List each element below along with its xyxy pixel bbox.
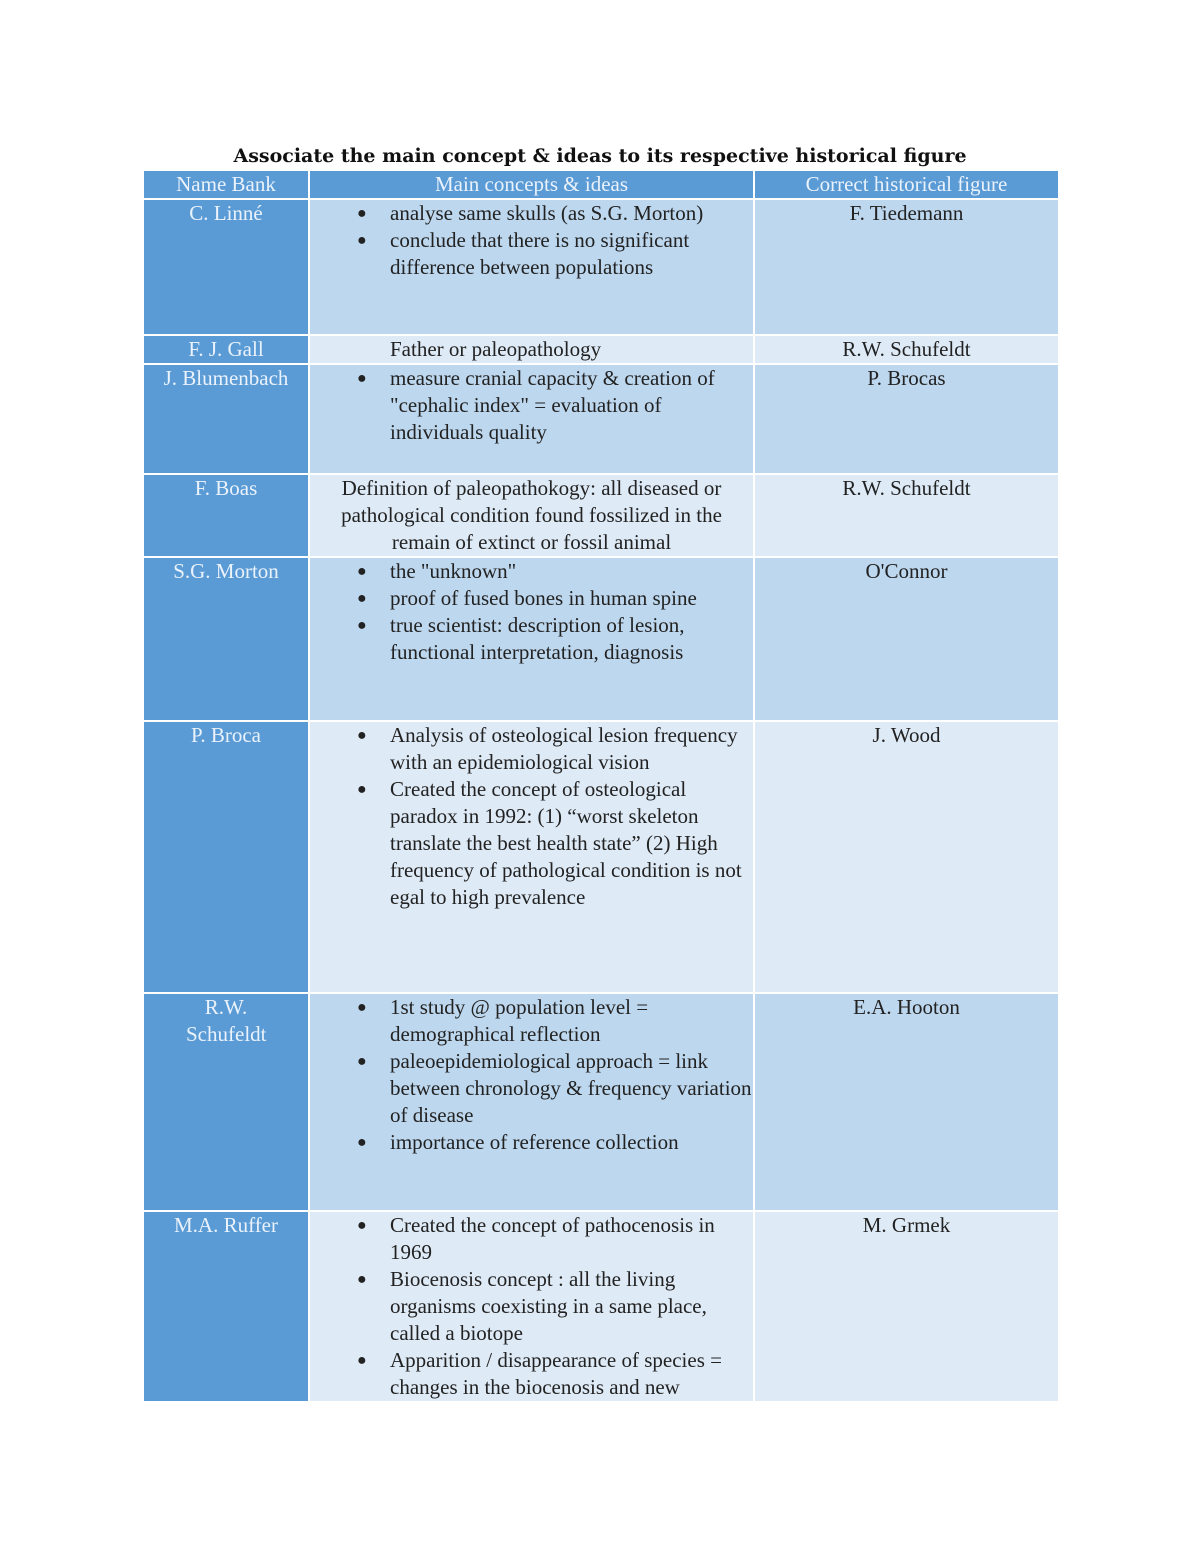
list-item — [357, 994, 753, 1048]
header-name-bank: Name Bank — [143, 170, 309, 199]
concept-text: analyse same skulls (as S.G. Morton) — [390, 201, 704, 225]
concept-list — [310, 365, 753, 446]
name-bank-cell: F. J. Gall — [143, 335, 309, 364]
list-item — [357, 200, 753, 227]
concept-cell — [309, 364, 754, 474]
list-item — [357, 1048, 753, 1129]
concept-text: 1st study @ population level = demographical reflection — [390, 995, 649, 1046]
table-row — [143, 474, 1059, 557]
concept-text: Created the concept of osteological paradox in 1992: (1) “worst skeleton translate the best health state” (2) High frequency of pathological condition is not egal to high prevalence — [390, 777, 742, 909]
header-correct-figure: Correct historical figure — [754, 170, 1059, 199]
name-bank-cell: F. Boas — [143, 474, 309, 557]
correct-figure-cell: P. Brocas — [754, 364, 1059, 474]
concept-list — [310, 994, 753, 1156]
correct-figure-cell: J. Wood — [754, 721, 1059, 993]
concept-text: Apparition / disappearance of species = changes in the biocenosis and new — [390, 1348, 722, 1399]
concept-text: Analysis of osteological lesion frequency with an epidemiological vision — [390, 723, 738, 774]
concept-cell — [309, 993, 754, 1211]
correct-figure-cell: R.W. Schufeldt — [754, 335, 1059, 364]
concept-list — [310, 200, 753, 281]
bullet-icon: ● — [357, 232, 367, 249]
concept-text: Father or paleopathology — [390, 337, 602, 361]
concept-text: measure cranial capacity & creation of "cephalic index" = evaluation of individuals quality — [390, 366, 715, 444]
table-row — [143, 335, 1059, 364]
correct-figure-cell: E.A. Hooton — [754, 993, 1059, 1211]
name-bank-cell: J. Blumenbach — [143, 364, 309, 474]
concept-text: proof of fused bones in human spine — [390, 586, 697, 610]
concept-text: Definition of paleopathokogy: all diseased or pathological condition found fossilized in the remain of extinct or fossil animal — [341, 476, 722, 554]
name-bank-cell: C. Linné — [143, 199, 309, 335]
bullet-icon: ● — [357, 205, 367, 222]
list-item — [357, 558, 753, 585]
name-bank-cell — [143, 993, 309, 1211]
concept-text: paleoepidemiological approach = link between chronology & frequency variation of disease — [390, 1049, 752, 1127]
page-title: Associate the main concept & ideas to its respective historical figure — [233, 145, 967, 167]
concept-cell — [309, 199, 754, 335]
list-item — [357, 612, 753, 666]
list-item — [357, 585, 753, 612]
table-header-row — [143, 170, 1059, 199]
bullet-icon: ● — [357, 1217, 367, 1234]
concept-list — [310, 558, 753, 666]
list-item — [357, 1347, 753, 1401]
bullet-icon: ● — [357, 727, 367, 744]
correct-figure-cell: M. Grmek — [754, 1211, 1059, 1402]
list-item — [357, 722, 753, 776]
name-bank-cell: S.G. Morton — [143, 557, 309, 721]
name-bank-cell: M.A. Ruffer — [143, 1211, 309, 1402]
table-row — [143, 199, 1059, 335]
bullet-icon: ● — [357, 1271, 367, 1288]
concept-cell — [309, 1211, 754, 1402]
concept-cell — [309, 721, 754, 993]
correct-figure-cell: O'Connor — [754, 557, 1059, 721]
list-item — [357, 365, 753, 446]
name-text: R.W. Schufeldt — [186, 995, 267, 1046]
table-row — [143, 364, 1059, 474]
concept-cell — [309, 335, 754, 364]
name-bank-cell: P. Broca — [143, 721, 309, 993]
bullet-icon: ● — [357, 1053, 367, 1070]
concept-cell — [309, 474, 754, 557]
bullet-icon: ● — [357, 590, 367, 607]
bullet-icon: ● — [357, 1134, 367, 1151]
concept-cell — [309, 557, 754, 721]
table-row — [143, 721, 1059, 993]
bullet-icon: ● — [357, 1352, 367, 1369]
concept-list — [310, 1212, 753, 1401]
bullet-icon: ● — [357, 999, 367, 1016]
list-item — [357, 1129, 753, 1156]
concept-text: Biocenosis concept : all the living organisms coexisting in a same place, called a biotope — [390, 1267, 707, 1345]
concept-text: Created the concept of pathocenosis in 1969 — [390, 1213, 715, 1264]
concept-text: conclude that there is no significant difference between populations — [390, 228, 690, 279]
correct-figure-cell: F. Tiedemann — [754, 199, 1059, 335]
bullet-icon: ● — [357, 617, 367, 634]
concept-text: true scientist: description of lesion, functional interpretation, diagnosis — [390, 613, 685, 664]
concept-list — [310, 722, 753, 911]
list-item — [357, 776, 753, 911]
bullet-icon: ● — [357, 781, 367, 798]
concept-text: the "unknown" — [390, 559, 517, 583]
table-row — [143, 557, 1059, 721]
association-table — [142, 169, 1060, 1403]
bullet-icon: ● — [357, 370, 367, 387]
list-item — [357, 1266, 753, 1347]
table-row — [143, 993, 1059, 1211]
list-item — [357, 1212, 753, 1266]
list-item — [357, 227, 753, 281]
table-row — [143, 1211, 1059, 1402]
concept-text: importance of reference collection — [390, 1130, 679, 1154]
bullet-icon: ● — [357, 563, 367, 580]
correct-figure-cell: R.W. Schufeldt — [754, 474, 1059, 557]
header-main-concepts: Main concepts & ideas — [309, 170, 754, 199]
